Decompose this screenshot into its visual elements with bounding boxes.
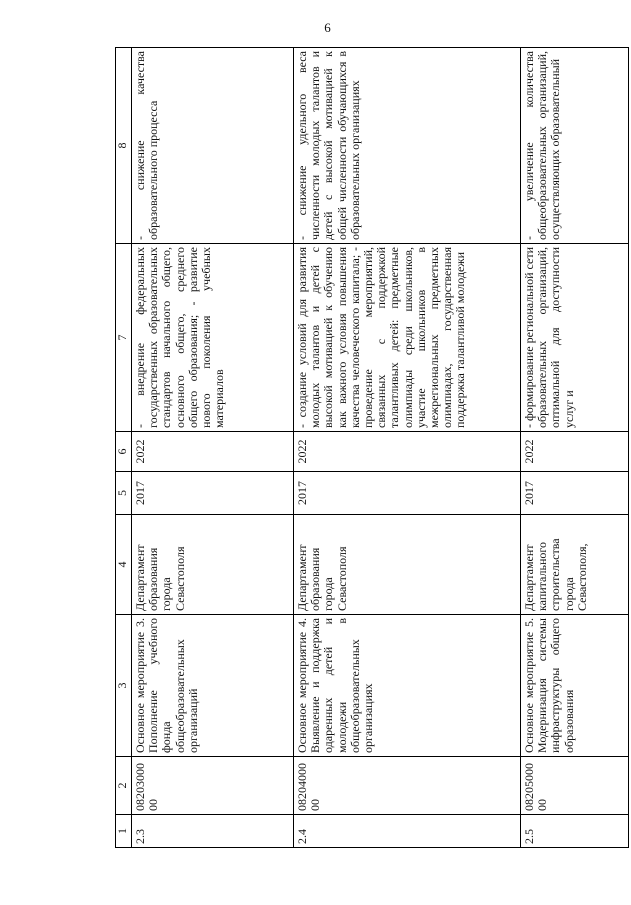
measure-name: Основное мероприятие 5. Модернизация системы инфраструктуры общего образования xyxy=(521,615,629,757)
header-cell-1: 1 xyxy=(116,815,132,848)
expected-result: - создание условий для развития молодых талантов и детей с высокой мотивацией к обучению как важного условия повышения качества человеческого капитала; - проведение мероприятий, связанных с поддержкой талантливых детей: предметные олимпиады среди школьников, участие школьников в межрегиональных предметных олимпиадах, государственная поддержка талантливой молодежи xyxy=(294,244,521,432)
end-year: 2022 xyxy=(132,432,294,472)
expected-result: - внедрение федеральных государственных образовательных стандартов начального общего, основного общего, среднего общего образования; - развитие нового поколения учебных материалов xyxy=(132,244,294,432)
row-number: 2.4 xyxy=(294,815,521,848)
consequence: - снижение качества образовательного процесса xyxy=(132,48,294,244)
header-cell-8: 8 xyxy=(116,48,132,244)
measure-name: Основное мероприятие 4. Выявление и поддержка одаренных детей и молодежи в общеобразовательных организациях xyxy=(294,615,521,757)
end-year: 2022 xyxy=(521,432,629,472)
measure-name: Основное мероприятие 3. Пополнение учебного фонда общеобразовательных организаций xyxy=(132,615,294,757)
header-cell-6: 6 xyxy=(116,432,132,472)
table-row xyxy=(521,48,629,848)
budget-code: 0820300000 xyxy=(132,757,294,815)
rotated-table-container xyxy=(115,48,631,848)
header-row xyxy=(116,48,132,848)
consequence: - увеличение количества общеобразовательных организаций, осуществляющих образовательный xyxy=(521,48,629,244)
header-cell-7: 7 xyxy=(116,244,132,432)
header-cell-4: 4 xyxy=(116,515,132,615)
start-year: 2017 xyxy=(294,472,521,515)
consequence: - снижение удельного веса численности молодых талантов и детей с высокой мотивацией к общей численности обучающихся в образовательных организациях xyxy=(294,48,521,244)
table-row xyxy=(294,48,521,848)
start-year: 2017 xyxy=(132,472,294,515)
header-cell-2: 2 xyxy=(116,757,132,815)
start-year: 2017 xyxy=(521,472,629,515)
table-row xyxy=(132,48,294,848)
expected-result: - формирование региональной сети образовательных организаций, оптимальной для доступности услуг и xyxy=(521,244,629,432)
budget-code: 0820400000 xyxy=(294,757,521,815)
header-cell-3: 3 xyxy=(116,615,132,757)
end-year: 2022 xyxy=(294,432,521,472)
executor: Департамент образования города Севастополя xyxy=(294,515,521,615)
page-number: 6 xyxy=(324,20,331,35)
row-number: 2.5 xyxy=(521,815,629,848)
row-number: 2.3 xyxy=(132,815,294,848)
executor: Департамент образования города Севастополя xyxy=(132,515,294,615)
budget-code: 0820500000 xyxy=(521,757,629,815)
header-cell-5: 5 xyxy=(116,472,132,515)
program-measures-table xyxy=(115,47,629,848)
executor: Департамент капитального строительства города Севастополя, xyxy=(521,515,629,615)
